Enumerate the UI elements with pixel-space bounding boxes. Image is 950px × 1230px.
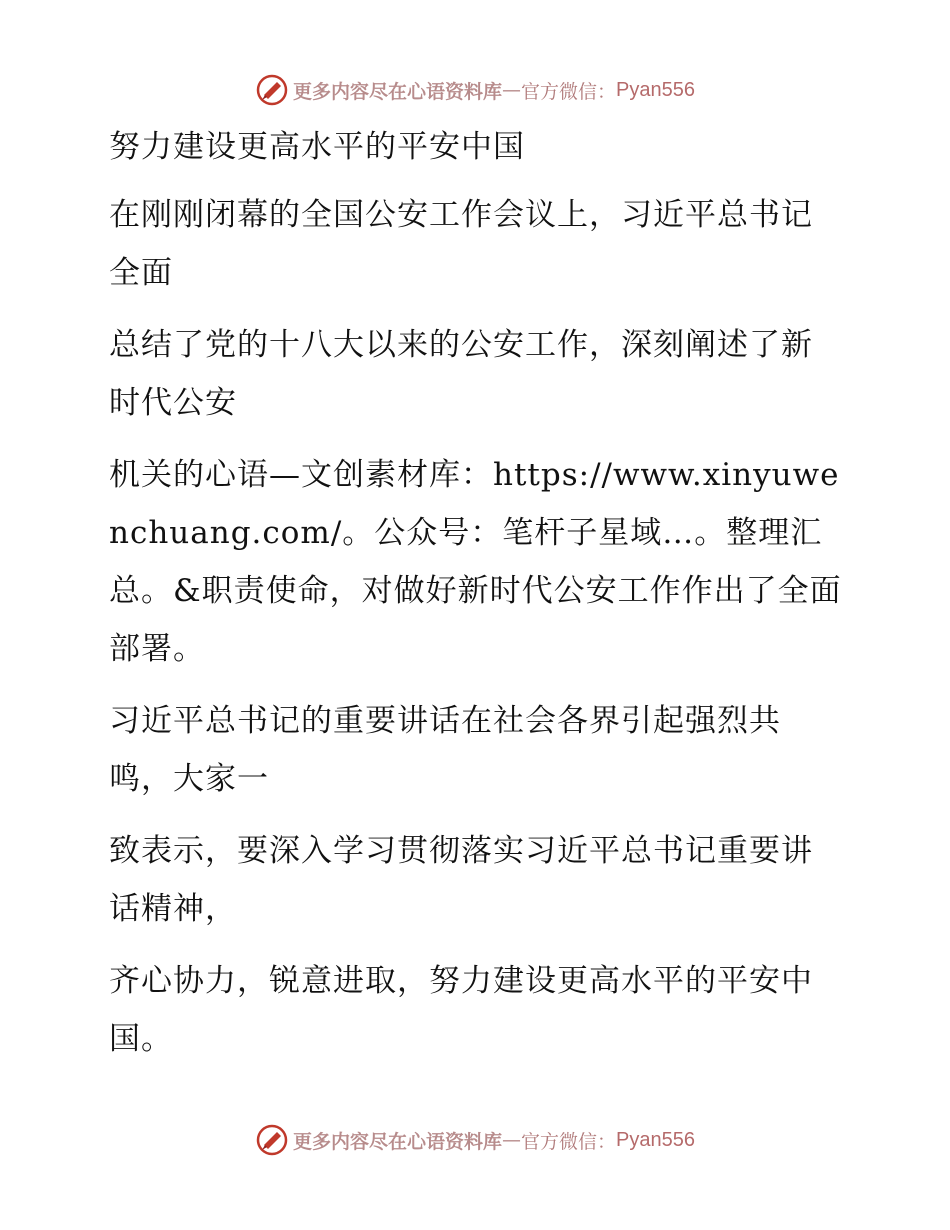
footer-watermark-banner [0, 1120, 950, 1160]
document-title: 努力建设更高水平的平安中国 [109, 129, 525, 165]
document-body [97, 118, 842, 1082]
logo-icon [255, 73, 289, 107]
paragraph-2: 总结了党的十八大以来的公安工作，深刻阐述了新时代公安 [109, 327, 813, 421]
header-watermark-banner [0, 70, 950, 110]
banner-wechat-label: 官方微信： [521, 80, 617, 103]
banner-wechat-id: Pyan556 [616, 78, 695, 101]
paragraph-1: 在刚刚闭幕的全国公安工作会议上，习近平总书记全面 [109, 197, 813, 291]
banner-wechat-id: Pyan556 [616, 1128, 695, 1151]
banner-separator: — [502, 79, 522, 101]
logo-icon [255, 1123, 289, 1157]
paragraph-5: 致表示，要深入学习贯彻落实习近平总书记重要讲话精神， [109, 833, 813, 927]
banner-text: 更多内容尽在心语资料库 [293, 80, 503, 103]
banner-text: 更多内容尽在心语资料库 [293, 1130, 503, 1153]
paragraph-4: 习近平总书记的重要讲话在社会各界引起强烈共鸣，大家一 [109, 703, 781, 797]
banner-separator: — [502, 1129, 522, 1151]
banner-wechat-label: 官方微信： [521, 1130, 617, 1153]
paragraph-3: 机关的心语—文创素材库：https://www.xinyuwenchuang.com/。公众号：笔杆子星域…。整理汇总。&职责使命，对做好新时代公安工作作出了全面部署。 [109, 457, 842, 667]
paragraph-6: 齐心协力，锐意进取，努力建设更高水平的平安中国。 [109, 963, 813, 1057]
